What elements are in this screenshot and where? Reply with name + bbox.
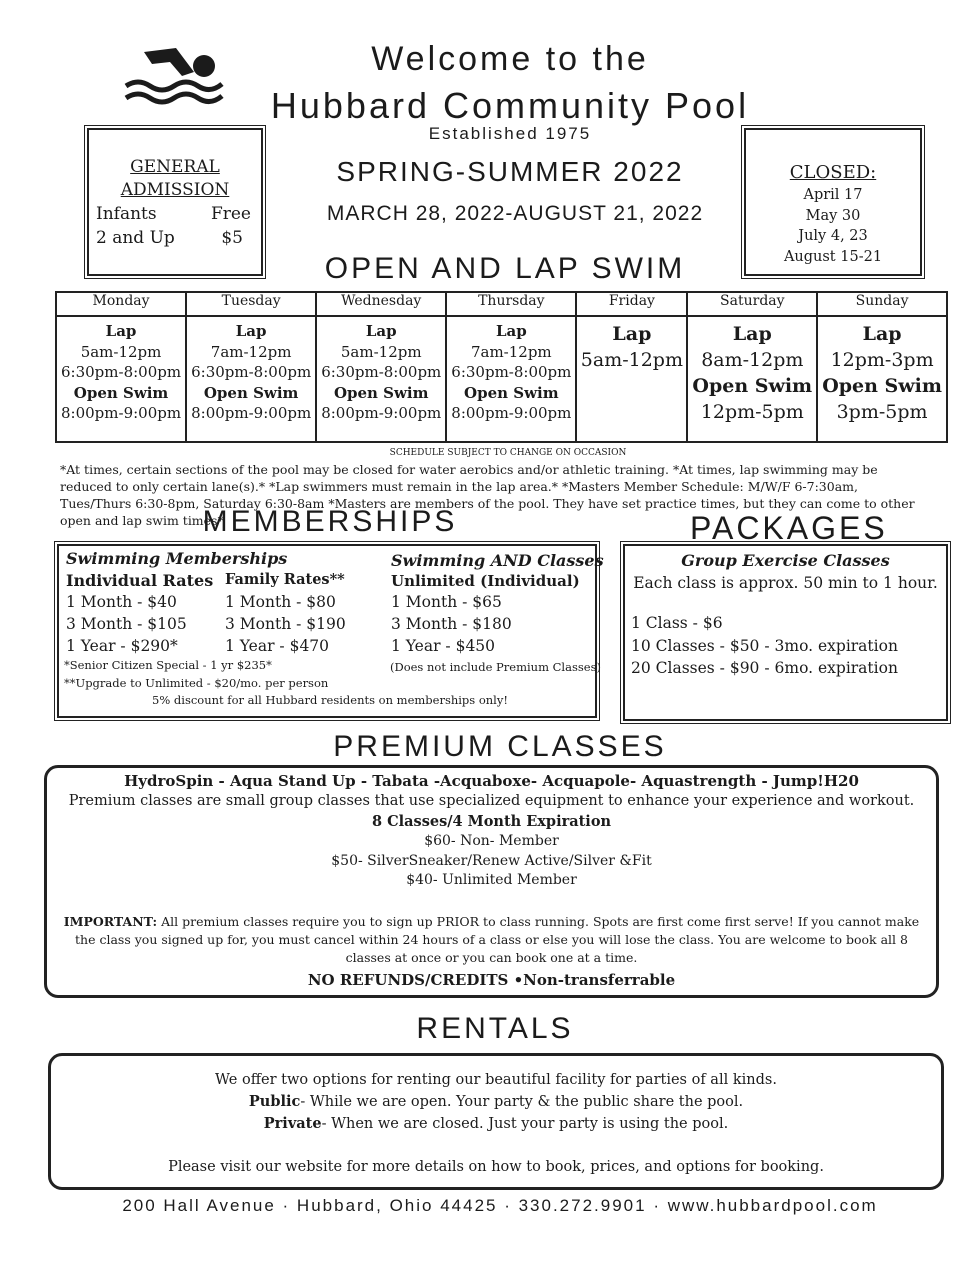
package-item: 20 Classes - $90 - 6mo. expiration bbox=[631, 659, 898, 677]
schedule-cell: Lap 7am-12pm 6:30pm-8:00pm Open Swim 8:00pm-9:00pm bbox=[446, 316, 576, 442]
day-header: Thursday bbox=[446, 292, 576, 316]
schedule-change-note: SCHEDULE SUBJECT TO CHANGE ON OCCASION bbox=[389, 448, 627, 458]
packages-heading: PACKAGES bbox=[690, 510, 888, 546]
package-item: 1 Class - $6 bbox=[631, 614, 723, 632]
closed-title: CLOSED: bbox=[789, 162, 877, 183]
packages-list bbox=[631, 612, 946, 680]
family-rates-list: 1 Month - $80 3 Month - $190 1 Year - $470 bbox=[225, 593, 346, 655]
upgrade-note: **Upgrade to Unlimited - $20/mo. per person bbox=[64, 676, 329, 690]
general-admission-box bbox=[87, 128, 263, 276]
schedule-cell: Lap 5am-12pm 6:30pm-8:00pm Open Swim 8:00pm-9:00pm bbox=[316, 316, 446, 442]
schedule-header-row bbox=[56, 292, 947, 316]
schedule-table bbox=[55, 291, 948, 443]
package-item: 10 Classes - $50 - 3mo. expiration bbox=[631, 636, 898, 655]
packages-subtitle: Each class is approx. 50 min to 1 hour. bbox=[633, 574, 938, 592]
page-title-line2: Hubbard Community Pool bbox=[270, 85, 750, 126]
schedule-cell: Lap 5am-12pm bbox=[576, 316, 687, 442]
individual-rates-list: 1 Month - $40 3 Month - $105 1 Year - $290* bbox=[66, 593, 187, 655]
rentals-private: Private- When we are closed. Just your party is using the pool. bbox=[263, 1115, 729, 1132]
rentals-intro: We offer two options for renting our beautiful facility for parties of all kinds. bbox=[215, 1072, 777, 1088]
family-rates-title: Family Rates** bbox=[225, 571, 345, 588]
group-exercise-title: Group Exercise Classes bbox=[681, 551, 890, 570]
day-header: Sunday bbox=[817, 292, 947, 316]
rentals-box bbox=[48, 1053, 944, 1190]
premium-expiration: 8 Classes/4 Month Expiration bbox=[371, 813, 612, 830]
schedule-heading: OPEN AND LAP SWIM bbox=[324, 252, 686, 285]
day-header: Saturday bbox=[687, 292, 817, 316]
senior-note: *Senior Citizen Special - 1 yr $235* bbox=[64, 658, 272, 672]
admission-row: Infants Free bbox=[96, 204, 251, 224]
swimming-memberships-title: Swimming Memberships bbox=[66, 549, 288, 568]
day-header: Friday bbox=[576, 292, 687, 316]
day-header: Wednesday bbox=[316, 292, 446, 316]
premium-description: Premium classes are small group classes that use specialized equipment to enhance your experience and workout. bbox=[68, 793, 915, 809]
swimmer-icon bbox=[124, 42, 224, 112]
no-refunds-note: NO REFUNDS/CREDITS •Non-transferrable bbox=[307, 970, 676, 989]
admission-title: GENERAL ADMISSION bbox=[120, 157, 230, 200]
premium-heading: PREMIUM CLASSES bbox=[333, 730, 667, 763]
unlimited-title: Unlimited (Individual) bbox=[391, 572, 580, 590]
individual-rates-title: Individual Rates bbox=[66, 571, 214, 590]
discount-note: 5% discount for all Hubbard residents on memberships only! bbox=[152, 693, 508, 707]
day-header: Tuesday bbox=[186, 292, 316, 316]
rentals-heading: RENTALS bbox=[416, 1012, 574, 1045]
premium-important-note: IMPORTANT: All premium classes require you to sign up PRIOR to class running. Spots are first come first serve! If you cannot make the class you signed up for, you must cancel within 24 hours of a class or else you will lose the class. You are welcome to book all 8 classes at once or you can book one at a time. bbox=[63, 913, 920, 965]
packages-box bbox=[623, 544, 948, 721]
closed-dates-list: April 17 May 30 July 4, 23 August 15-21 bbox=[783, 187, 883, 265]
admission-row: 2 and Up $5 bbox=[96, 228, 243, 248]
schedule-cell: Lap 8am-12pm Open Swim 12pm-5pm bbox=[687, 316, 817, 442]
memberships-heading: MEMBERSHIPS bbox=[202, 505, 458, 538]
premium-box bbox=[44, 765, 939, 998]
day-header: Monday bbox=[56, 292, 186, 316]
premium-classes-list: HydroSpin - Aqua Stand Up - Tabata -Acquaboxe- Acquapole- Aquastrength - Jump!H20 bbox=[124, 772, 859, 790]
unlimited-rates-list: 1 Month - $65 3 Month - $180 1 Year - $450 bbox=[391, 593, 512, 655]
schedule-footnote: *At times, certain sections of the pool may be closed for water aerobics and/or athletic training. *At times, lap swimming may be reduced to only certain lane(s).* *Lap swimmers must remain in the lap area.* *Masters Member Schedule: M/W/F 6-7:30am, Tues/Thurs 6:30-8pm, Saturday 6:30-8am *Masters are members of the pool. They have set practice times, but they can come to other open and lap swim times* bbox=[60, 462, 915, 528]
page-title-line1: Welcome to the bbox=[371, 40, 649, 78]
season-title: SPRING-SUMMER 2022 bbox=[336, 156, 684, 187]
established-text: Established 1975 bbox=[428, 124, 592, 143]
schedule-cell: Lap 7am-12pm 6:30pm-8:00pm Open Swim 8:00pm-9:00pm bbox=[186, 316, 316, 442]
footer-address: 200 Hall Avenue · Hubbard, Ohio 44425 · 330.272.9901 · www.hubbardpool.com bbox=[122, 1196, 878, 1215]
premium-prices: $60- Non- Member $50- SilverSneaker/Renew Active/Silver &Fit $40- Unlimited Member bbox=[331, 833, 652, 888]
swimming-classes-title: Swimming AND Classes bbox=[391, 551, 604, 570]
rentals-public: Public- While we are open. Your party & the public share the pool. bbox=[248, 1093, 744, 1110]
premium-exclusion-note: (Does not include Premium Classes) bbox=[390, 660, 601, 674]
rentals-website-note: Please visit our website for more details on how to book, prices, and options for booking. bbox=[168, 1159, 824, 1175]
schedule-cell: Lap 12pm-3pm Open Swim 3pm-5pm bbox=[817, 316, 947, 442]
season-dates: MARCH 28, 2022-AUGUST 21, 2022 bbox=[326, 202, 704, 225]
schedule-cell: Lap 5am-12pm 6:30pm-8:00pm Open Swim 8:00pm-9:00pm bbox=[56, 316, 186, 442]
closed-box bbox=[744, 128, 922, 276]
schedule-times-row bbox=[56, 316, 947, 442]
